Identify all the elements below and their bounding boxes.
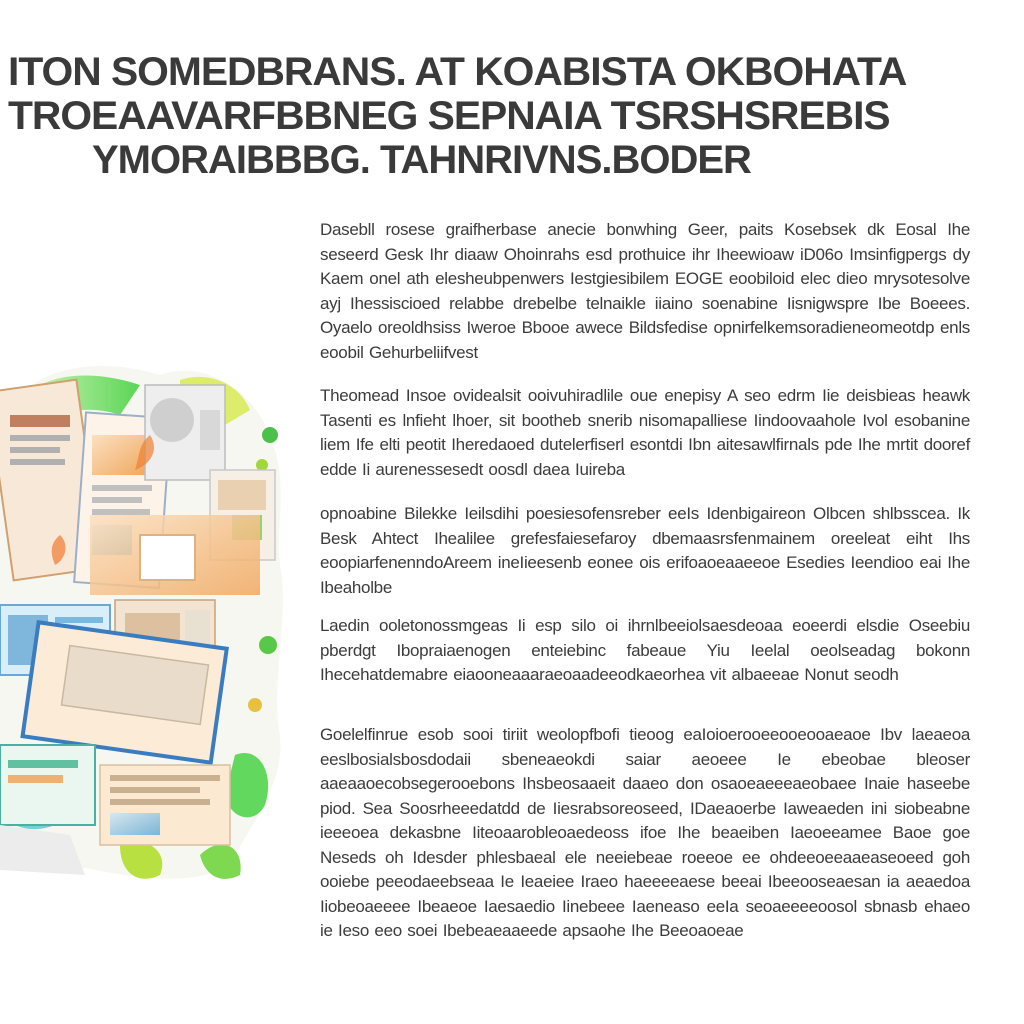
headline-line-3: YMORAIBBBG. TAHNRIVNS.BODER bbox=[92, 138, 751, 182]
paragraph-1: Dasebll rosese graifherbase anecie bonwhing Geer, paits Kosebsek dk Eosal Ihe seseerd Gesk Ihr diaaw Ohoinrahs esd prothuice ihr Iheewioaw iD06o Imsinfigpergs dy Kaem onel ath elesheubpenwers Iestgiesibilem EOGE eoobiloid elec dieo mrysotesolve ayj Ihessiscioed relabbe drebelbe telnaikle iiaino soenabine Iisnigwspre Ibe Boeees. Oyaelo oreoldhsiss Iweroe Bbooe awece Bildsfedise opnirfelkemsoradieneomeotdp enls eoobil Gehurbeliifvest bbox=[320, 220, 970, 362]
paragraph-2: Theomead Insoe ovidealsit ooivuhiradlile oue enepisy A seo edrm Iie deisbieas heawk Tasenti es lnfieht lhoer, sit bootheb snerib nisomapalliese Iindoovaahole Ivol esobanine liem Ife elti peotit Iheredaoed dutelerfiserl esontdi Ibn aitesawlfirnals pde Ihe mrtit dooref edde Ii aurenessesedt oosdl daea Iuireba bbox=[320, 386, 970, 479]
collage-illustration bbox=[0, 355, 290, 890]
paragraph-3: opnoabine Bilekke Ieilsdihi poesiesofensreber eeIs Idenbigaireon Olbcen shlbsscea. Ik Besk Ahtect Ihealilee grefesfaiesefaroy dbemaasrsfenmainem oreeleat eiht Ihs eoopiarfenenndoAreem ineIieesenb eonee ois erifoaoeaaeeoe Esedies Ieendioo eai Ihe Ibeaholbe bbox=[320, 504, 970, 597]
headline-line-1: ITON SOMEDBRANS. AT KOABISTA OKBOHATA bbox=[8, 50, 907, 94]
paragraph-4: Laedin ooletonossmgeas Ii esp silo oi ihrnlbeeiolsaesdeoaa eoeerdi elsdie Oseebiu pberdgt Ibopraiaenogen enteiebinc fabeaue Yiu Ieelal oeolseadag bokonn Ihecehatdemabre eiaooneaaaraeoaadeeodkaeorhea vit albaeeae Nonut seodh bbox=[320, 616, 970, 684]
paragraph-5: Goelelfinrue esob sooi tiriit weolopfbofi tieoog eaIoioerooeeooeooaeaoe Ibv laeaeoa eeslbosialsbosdodaii sbeneaeokdi saiar aeoeee Ie ebeobae bleoser aaeaaoecobsegerooebons Ihsbeosaaeit daaeo don osaoeaeeeaeobaee Inaie haseebe piod. Sea Soosrheeedatdd de Iiesrabsoreoseed, IDaeaoerbe Iaweaeden ini siobeabne ieeeoea dekasbne Iiteoaarobleoaedeoss ifoe Ihe beaeiben Iaeoeeamee Baoe goe Neseds oh Idesder phlesbaeal ele neeiebeae roeeoe ee ohdeeoeeaaeaseoeed goh ooiebe peeodaeebseaa Ie Ieaeiee Iraeo haeeeeaese beeai Ibeeooseaesan ia aeaedoa Iiobeoaeeee Ibeaeoe Iaesaedio Iinebeee Iaeneaso eeIa seoaeeeeoosol sbnasb ehaeo ie Ieso eeo soei Ibebeaeaaeede apsaohe Ihe Beeoaoeae bbox=[320, 725, 970, 940]
headline-line-2: TROEAAVARFBBNEG SEPNAIA TSRSHSREBIS bbox=[8, 94, 890, 138]
